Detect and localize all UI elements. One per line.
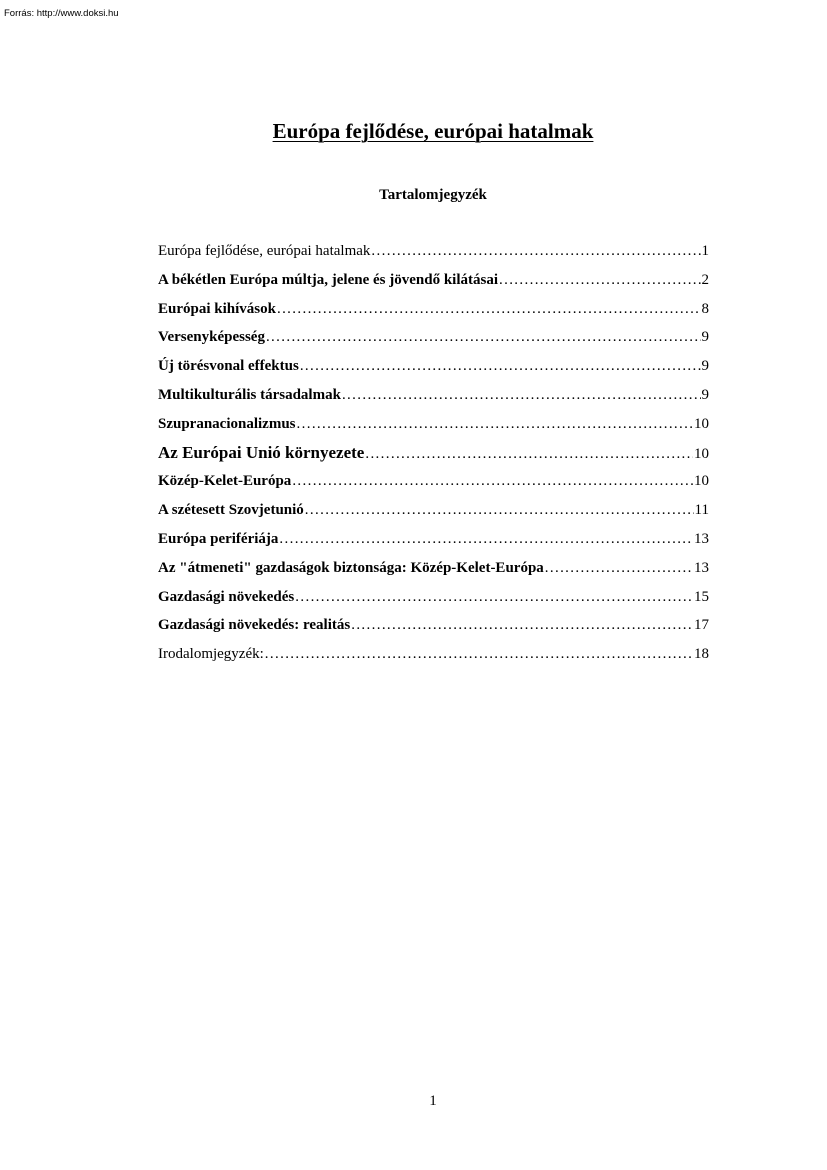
toc-entry-label: Európa perifériája — [158, 530, 279, 547]
toc-entry-page: 13 — [694, 559, 709, 576]
toc-dot-leader — [305, 500, 694, 520]
toc-entry[interactable] — [158, 241, 709, 270]
toc-entry[interactable] — [158, 327, 709, 356]
toc-dot-leader — [371, 241, 700, 261]
toc-entry-page: 17 — [694, 617, 709, 634]
toc-dot-leader — [545, 558, 693, 578]
toc-entry-label: Szupranacionalizmus — [158, 415, 296, 432]
toc-entry[interactable] — [158, 558, 709, 587]
toc-entry-label: A békétlen Európa múltja, jelene és jövendő kilátásai — [158, 271, 498, 288]
toc-dot-leader — [266, 327, 701, 347]
toc-entry[interactable] — [158, 443, 709, 472]
toc-entry-label: A szétesett Szovjetunió — [158, 502, 304, 519]
toc-dot-leader — [277, 299, 701, 319]
page-number: 1 — [429, 1093, 437, 1109]
toc-entry-page: 10 — [694, 415, 709, 432]
toc-entry-page: 18 — [694, 646, 709, 663]
source-link[interactable]: Forrás: http://www.doksi.hu — [4, 8, 119, 19]
toc-dot-leader — [365, 444, 693, 464]
toc-entry[interactable] — [158, 385, 709, 414]
toc-entry-page: 11 — [694, 502, 709, 519]
toc-entry-page: 15 — [694, 588, 709, 605]
toc-entry-label: Versenyképesség — [158, 329, 265, 346]
toc-entry-page: 8 — [701, 300, 709, 317]
toc-entry[interactable] — [158, 615, 709, 644]
toc-entry[interactable] — [158, 270, 709, 299]
toc-entry[interactable] — [158, 587, 709, 616]
toc-entry-label: Irodalomjegyzék: — [158, 646, 264, 663]
toc-entry[interactable] — [158, 471, 709, 500]
toc-entry-label: Az "átmeneti" gazdaságok biztonsága: Közép-Kelet-Európa — [158, 559, 544, 576]
toc-entry-label: Gazdasági növekedés — [158, 588, 295, 605]
document-title: Európa fejlődése, európai hatalmak — [272, 119, 594, 143]
toc-dot-leader — [300, 356, 701, 376]
table-of-contents — [158, 241, 709, 673]
toc-entry-page: 10 — [694, 445, 709, 462]
toc-dot-leader — [342, 385, 701, 405]
toc-entry-page: 13 — [694, 530, 709, 547]
toc-dot-leader — [292, 471, 693, 491]
toc-entry-page: 9 — [701, 386, 709, 403]
toc-entry-page: 9 — [701, 358, 709, 375]
toc-entry-label: Multikulturális társadalmak — [158, 386, 341, 403]
toc-dot-leader — [297, 414, 693, 434]
toc-dot-leader — [279, 529, 693, 549]
toc-entry-page: 1 — [701, 243, 709, 259]
toc-entry[interactable] — [158, 299, 709, 328]
toc-entry-label: Európa fejlődése, európai hatalmak — [158, 243, 371, 259]
toc-heading: Tartalomjegyzék — [379, 187, 487, 203]
toc-dot-leader — [351, 615, 693, 635]
toc-entry[interactable] — [158, 356, 709, 385]
toc-entry-page: 10 — [694, 473, 709, 490]
toc-entry-label: Közép-Kelet-Európa — [158, 473, 292, 490]
toc-entry[interactable] — [158, 500, 709, 529]
toc-dot-leader — [499, 270, 701, 290]
toc-dot-leader — [265, 644, 693, 664]
toc-entry-page: 2 — [701, 271, 709, 288]
toc-entry-page: 9 — [701, 329, 709, 346]
toc-entry-label: Az Európai Unió környezete — [158, 442, 365, 462]
toc-entry[interactable] — [158, 644, 709, 673]
toc-entry[interactable] — [158, 414, 709, 443]
toc-entry-label: Európai kihívások — [158, 300, 276, 317]
toc-entry[interactable] — [158, 529, 709, 558]
toc-entry-label: Új törésvonal effektus — [158, 358, 299, 375]
toc-dot-leader — [295, 587, 693, 607]
toc-entry-label: Gazdasági növekedés: realitás — [158, 617, 351, 634]
